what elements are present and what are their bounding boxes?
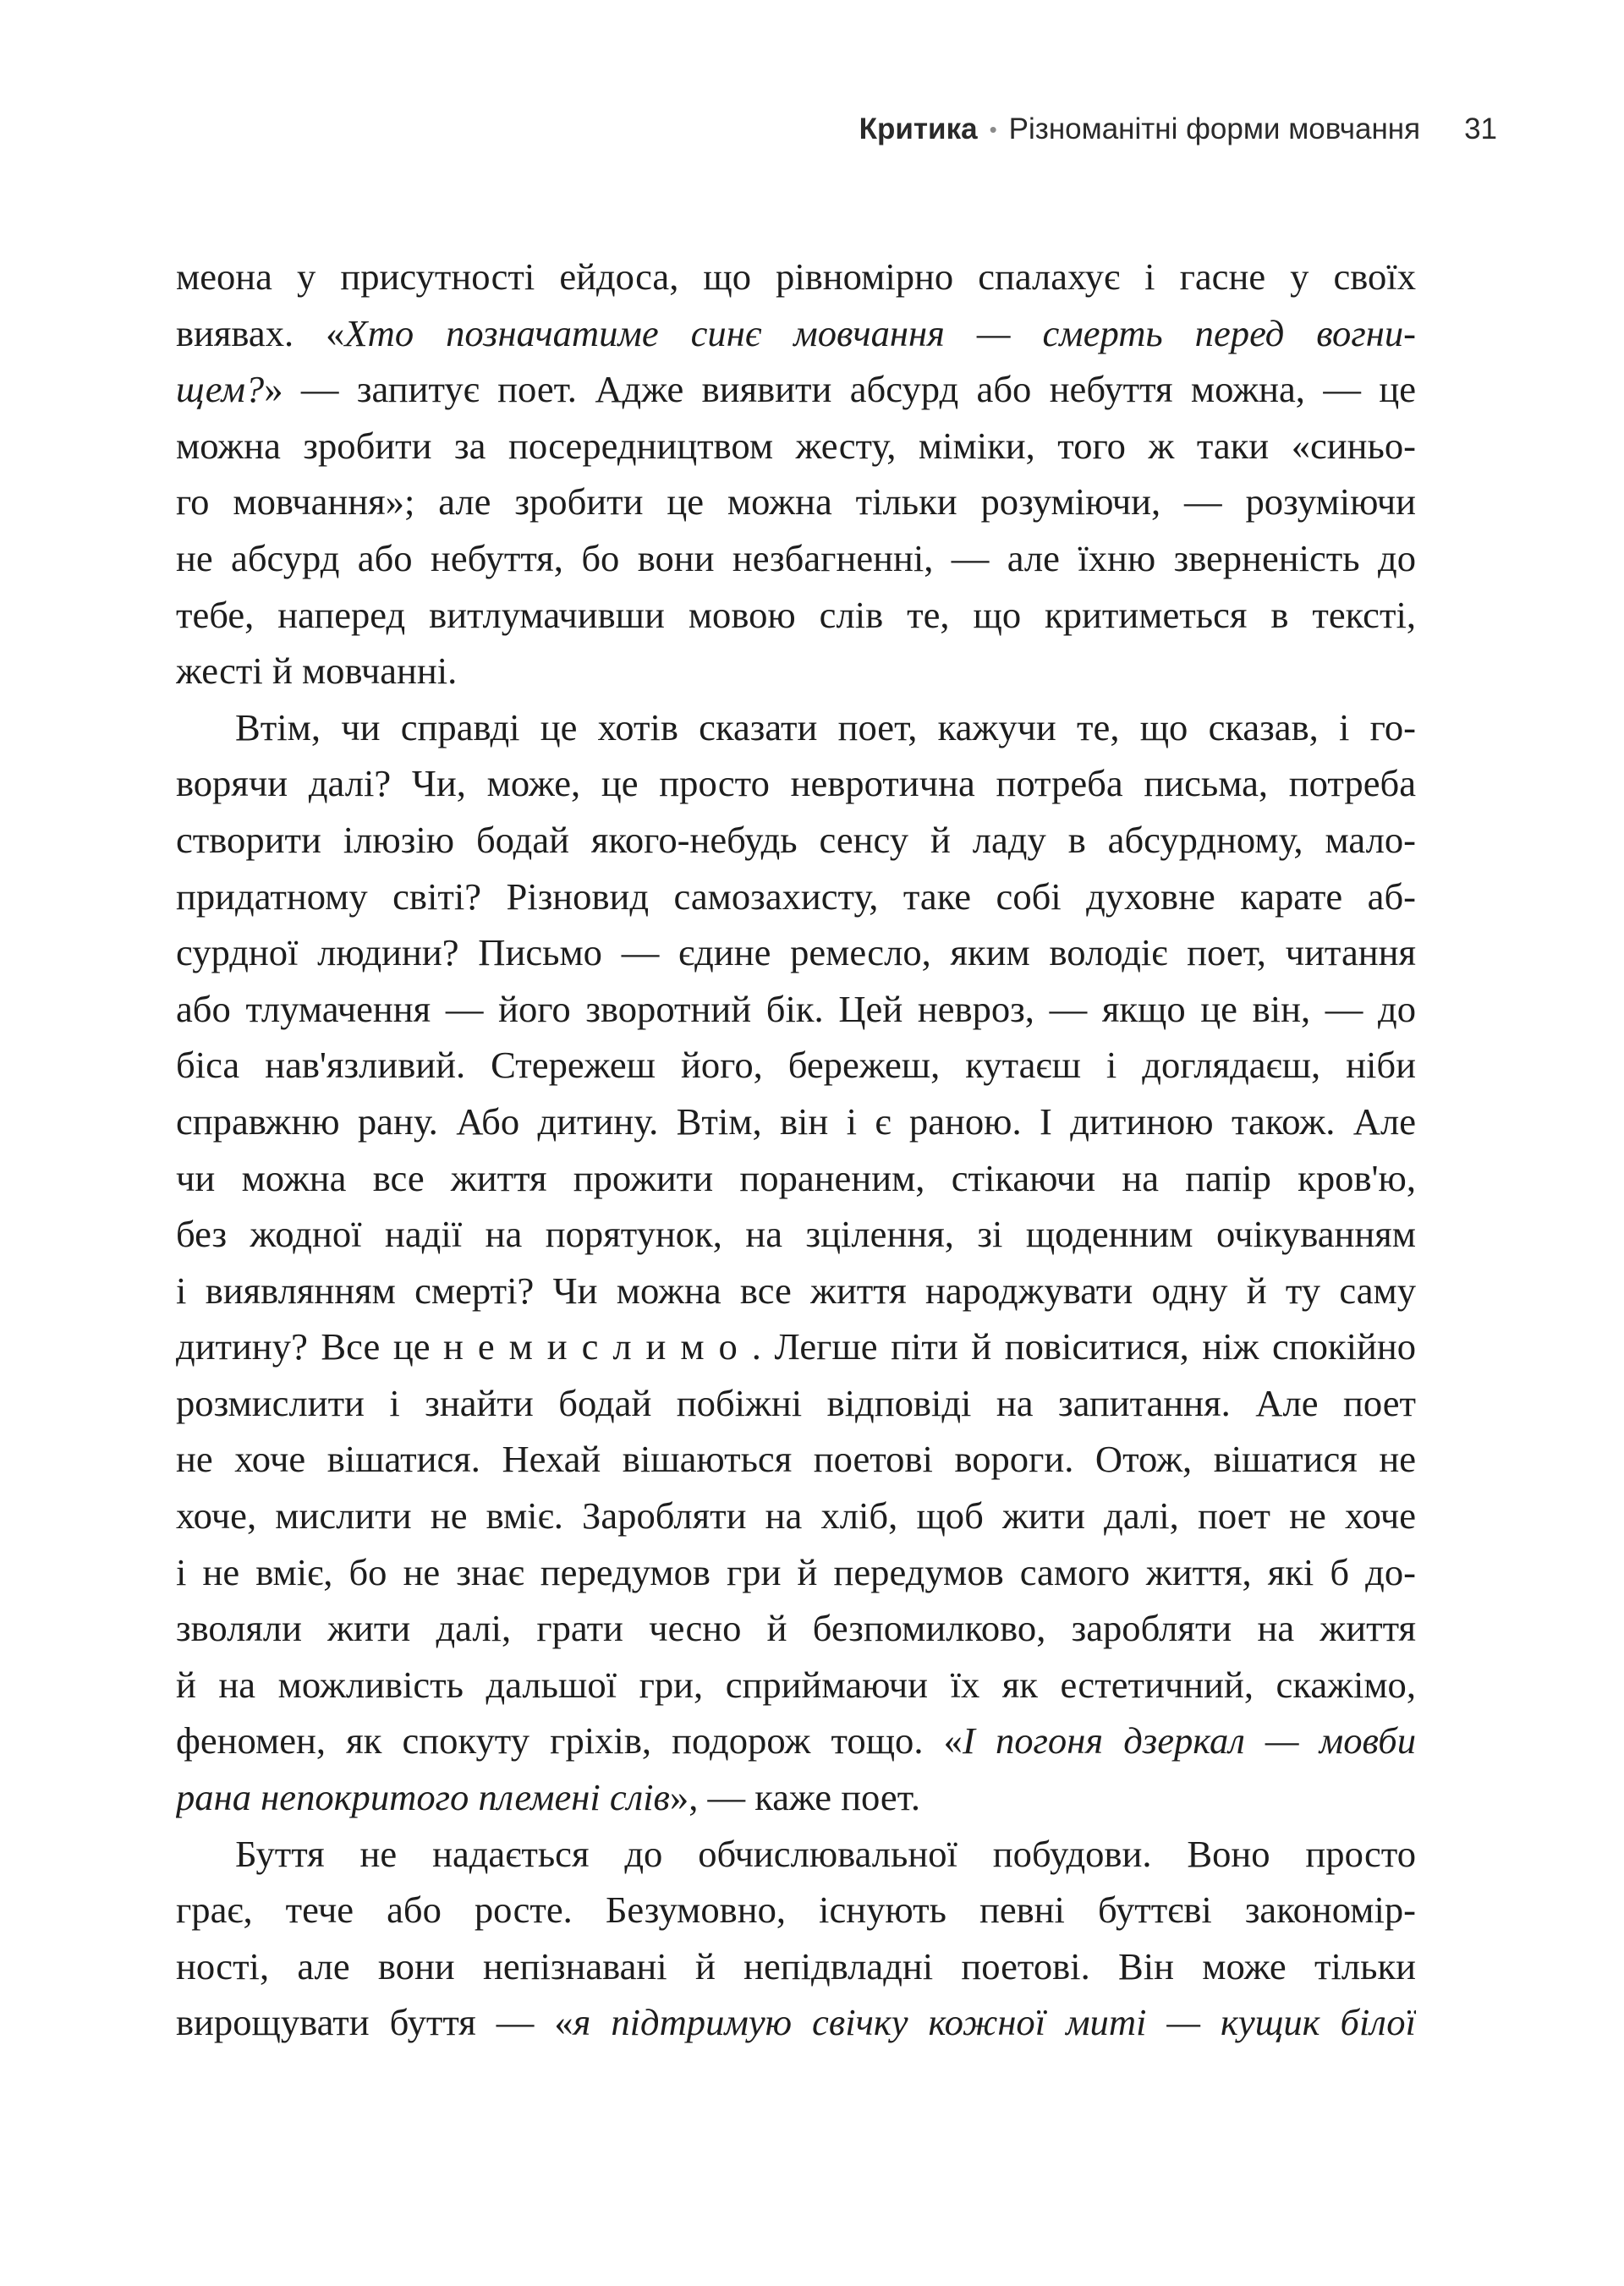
emphasized-word: немислимо	[443, 1325, 752, 1368]
text-segment: го мовчання»; але зробити це можна тільки розуміючи, — розуміючи	[176, 480, 1416, 524]
text-segment: меона у присутності ейдоса, що рівномірно спалахує і гасне у своїх	[176, 255, 1416, 298]
text-line	[176, 1488, 1416, 1544]
paragraph	[176, 1826, 1416, 2051]
text-segment: », — каже поет.	[669, 1776, 920, 1819]
text-line	[176, 1318, 1416, 1375]
text-line	[176, 699, 1416, 756]
text-segment: не хоче вішатися. Нехай вішаються поетові вороги. Отож, вішатися не	[176, 1438, 1416, 1481]
text-segment: грає, тече або росте. Безумовно, існують певні буттєві закономір-	[176, 1889, 1416, 1932]
text-segment: Втім, чи справді це хотів сказати поет, кажучи те, що сказав, і го-	[235, 705, 1416, 748]
quote-text: щем?	[176, 368, 265, 411]
text-line	[176, 1769, 1416, 1826]
text-line	[176, 1431, 1416, 1488]
text-segment: й на можливість дальшої гри, сприймаючи їх як естетичний, скажімо,	[176, 1663, 1416, 1706]
text-segment: без жодної надії на порятунок, на зцілення, зі щоденним очікуванням	[176, 1213, 1416, 1256]
text-line	[176, 587, 1416, 644]
section-title: Критика	[859, 112, 978, 145]
text-line	[176, 869, 1416, 925]
text-line	[176, 1713, 1416, 1769]
text-segment: дитину? Все це	[176, 1325, 444, 1368]
text-segment: біса нав'язливий. Стережеш його, бережеш, кутаєш і доглядаєш, ніби	[176, 1044, 1416, 1087]
text-line	[176, 981, 1416, 1038]
quote-text: І погоня дзеркал — мовби	[962, 1719, 1416, 1762]
text-segment: феномен, як спокуту гріхів, подорож тощо. «	[176, 1719, 963, 1762]
text-segment: тебе, наперед витлумачивши мовою слів те, що критиметься в тексті,	[176, 593, 1416, 636]
text-line	[176, 1206, 1416, 1263]
text-line	[176, 1600, 1416, 1657]
text-segment: » — запитує поет. Адже виявити абсурд або небуття можна, — це	[264, 368, 1416, 411]
page-number: 31	[1464, 112, 1497, 145]
text-line	[176, 1994, 1416, 2051]
text-line	[176, 1094, 1416, 1150]
text-line	[176, 249, 1416, 305]
paragraph	[176, 699, 1416, 1826]
text-line	[176, 1938, 1416, 1995]
text-line	[176, 305, 1416, 362]
text-line	[176, 418, 1416, 474]
quote-text: рана непокритого племені слів	[176, 1776, 670, 1819]
text-segment: чи можна все життя прожити пораненим, стікаючи на папір кров'ю,	[176, 1156, 1416, 1199]
quote-text: Хто позначатиме синє мовчання — смерть перед вогни-	[344, 311, 1416, 354]
text-line	[176, 474, 1416, 530]
text-line	[176, 1263, 1416, 1319]
body-text	[176, 249, 1416, 2051]
text-segment: створити ілюзію бодай якого-небудь сенсу й ладу в абсурдному, мало-	[176, 818, 1416, 861]
text-segment: вирощувати буття — «	[176, 2001, 573, 2044]
text-line	[176, 812, 1416, 869]
text-line	[176, 755, 1416, 812]
text-line	[176, 1544, 1416, 1601]
text-segment: розмислити і знайти бодай побіжні відповіді на запитання. Але поет	[176, 1381, 1416, 1424]
quote-text: я підтримую свічку кожної миті — кущик білої	[573, 2001, 1416, 2044]
text-segment: або тлумачення — його зворотний бік. Цей невроз, — якщо це він, — до	[176, 987, 1416, 1030]
text-line	[176, 1657, 1416, 1713]
chapter-title: Різноманітні форми мовчання	[1008, 112, 1421, 145]
text-segment: можна зробити за посередництвом жесту, міміки, того ж таки «синьо-	[176, 424, 1416, 467]
text-line	[176, 1882, 1416, 1938]
text-segment: і виявлянням смерті? Чи можна все життя народжувати одну й ту саму	[176, 1269, 1416, 1312]
text-line	[176, 643, 1416, 699]
text-segment: ності, але вони непізнавані й непідвладні поетові. Він може тільки	[176, 1944, 1416, 1987]
text-segment: Буття не надається до обчислювальної побудови. Воно просто	[235, 1832, 1416, 1875]
text-segment: придатному світі? Різновид самозахисту, таке собі духовне карате аб-	[176, 874, 1416, 918]
text-segment: жесті й мовчанні.	[176, 650, 458, 693]
paragraph	[176, 249, 1416, 699]
text-line	[176, 1037, 1416, 1094]
text-line	[176, 1375, 1416, 1432]
text-segment: ворячи далі? Чи, може, це просто невротична потреба письма, потреба	[176, 762, 1416, 805]
running-header	[859, 112, 1497, 146]
text-segment: сурдної людини? Письмо — єдине ремесло, яким володіє поет, читання	[176, 931, 1416, 974]
text-segment: хоче, мислити не вміє. Заробляти на хліб, щоб жити далі, поет не хоче	[176, 1494, 1416, 1538]
text-segment: виявах. «	[176, 311, 345, 354]
text-segment: не абсурд або небуття, бо вони незбагненні, — але їхню зверненість до	[176, 536, 1416, 579]
text-segment: справжню рану. Або дитину. Втім, він і є раною. І дитиною також. Але	[176, 1099, 1416, 1143]
text-line	[176, 361, 1416, 418]
text-line	[176, 1150, 1416, 1207]
text-line	[176, 924, 1416, 981]
text-line	[176, 530, 1416, 587]
text-segment: . Легше піти й повіситися, ніж спокійно	[751, 1325, 1416, 1368]
header-separator: •	[989, 116, 997, 142]
text-segment: і не вміє, бо не знає передумов гри й передумов самого життя, які б до-	[176, 1550, 1416, 1593]
text-line	[176, 1826, 1416, 1883]
text-segment: зволяли жити далі, грати чесно й безпомилково, заробляти на життя	[176, 1607, 1416, 1650]
